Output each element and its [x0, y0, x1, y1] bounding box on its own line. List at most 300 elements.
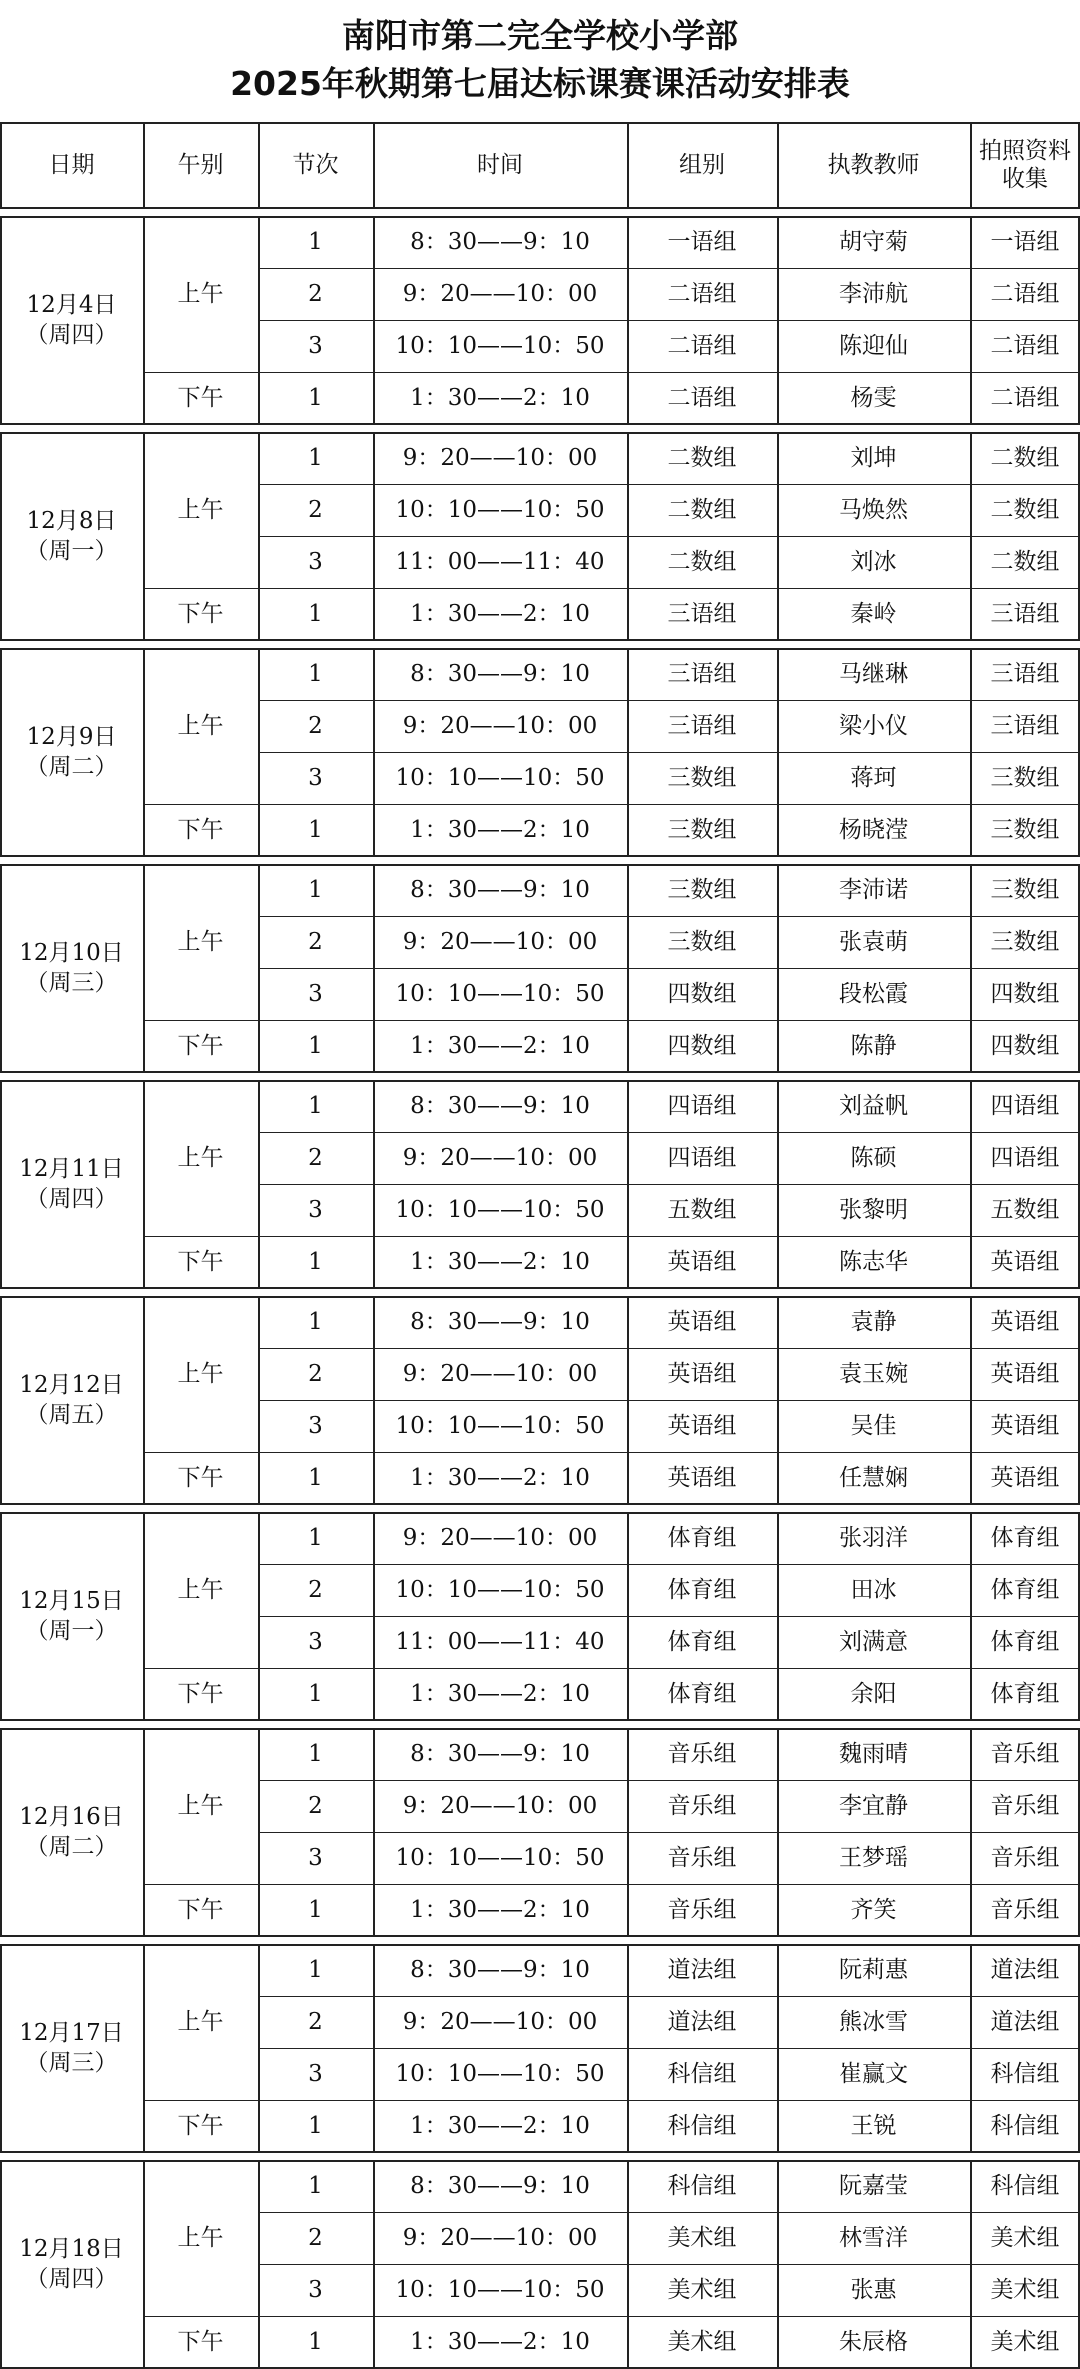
col-border [777, 432, 779, 640]
col-border [627, 1512, 629, 1720]
halfday-border [143, 372, 258, 373]
half-day-am: 上午 [177, 929, 224, 955]
time-cell: 10：10——10：50 [395, 1845, 605, 1871]
collect-cell: 美术组 [990, 2329, 1060, 2355]
period-cell: 1 [308, 2113, 323, 2139]
block-bottom-border [0, 855, 1080, 857]
period-cell: 1 [308, 1897, 323, 1923]
day-block [0, 2160, 1080, 2368]
period-cell: 3 [308, 1845, 323, 1871]
block-top-border [0, 1296, 1080, 1298]
period-cell: 2 [308, 1361, 323, 1387]
weekday-text: （周一） [25, 1618, 118, 1644]
group-cell: 英语组 [667, 1413, 737, 1439]
period-cell: 1 [308, 2329, 323, 2355]
teacher-cell: 任慧娴 [839, 1465, 908, 1491]
collect-cell: 三语组 [990, 661, 1060, 687]
row-border [258, 2316, 1080, 2317]
period-cell: 3 [308, 2277, 323, 2303]
group-cell: 一语组 [667, 229, 737, 255]
row-border [258, 1184, 1080, 1185]
date-text: 12月10日 [19, 940, 124, 966]
half-day-pm: 下午 [177, 1897, 224, 1923]
weekday-text: （周二） [25, 754, 118, 780]
teacher-cell: 陈静 [850, 1033, 897, 1059]
period-cell: 3 [308, 1413, 323, 1439]
teacher-cell: 蒋珂 [850, 765, 897, 791]
day-block [0, 432, 1080, 640]
teacher-cell: 张黎明 [839, 1197, 908, 1223]
col-border [627, 648, 629, 856]
period-cell: 2 [308, 1577, 323, 1603]
collect-cell: 四数组 [990, 981, 1060, 1007]
teacher-cell: 杨雯 [850, 385, 897, 411]
teacher-cell: 李沛诺 [839, 877, 908, 903]
col-border [627, 1728, 629, 1936]
time-cell: 9：20——10：00 [402, 1525, 598, 1551]
col-border [777, 1080, 779, 1288]
period-cell: 1 [308, 1033, 323, 1059]
date-cell [0, 2160, 143, 2368]
col-border [970, 1296, 972, 1504]
col-border [258, 432, 260, 640]
col-border [373, 1944, 375, 2152]
col-border [970, 648, 972, 856]
time-cell: 10：10——10：50 [395, 497, 605, 523]
title-school-name: 南阳市第二完全学校小学部 [342, 16, 738, 55]
collect-cell: 三语组 [990, 713, 1060, 739]
time-cell: 1：30——2：10 [410, 1465, 590, 1491]
group-cell: 三语组 [667, 601, 737, 627]
col-border [0, 1944, 2, 2152]
group-cell: 道法组 [667, 2009, 737, 2035]
time-cell: 1：30——2：10 [410, 385, 590, 411]
period-cell: 2 [308, 713, 323, 739]
teacher-cell: 林雪洋 [839, 2225, 908, 2251]
group-cell: 英语组 [667, 1465, 737, 1491]
collect-cell: 一语组 [990, 229, 1060, 255]
period-cell: 2 [308, 929, 323, 955]
period-cell: 3 [308, 2061, 323, 2087]
group-cell: 四语组 [667, 1145, 737, 1171]
weekday-text: （周二） [25, 1834, 118, 1860]
date-cell [0, 1728, 143, 1936]
time-cell: 8：30——9：10 [410, 1093, 590, 1119]
time-cell: 8：30——9：10 [410, 1957, 590, 1983]
col-border [258, 1728, 260, 1936]
col-border [0, 2160, 2, 2368]
row-border [258, 1616, 1080, 1617]
period-cell: 1 [308, 661, 323, 687]
period-cell: 1 [308, 817, 323, 843]
collect-cell: 四语组 [990, 1145, 1060, 1171]
group-cell: 三数组 [667, 817, 737, 843]
col-border [143, 1944, 145, 2152]
collect-cell: 英语组 [990, 1465, 1060, 1491]
teacher-cell: 朱辰格 [839, 2329, 908, 2355]
col-border [373, 432, 375, 640]
col-border [258, 216, 260, 424]
time-cell: 9：20——10：00 [402, 2009, 598, 2035]
date-cell [0, 1296, 143, 1504]
teacher-cell: 崔赢文 [839, 2061, 908, 2087]
time-cell: 9：20——10：00 [402, 1145, 598, 1171]
period-cell: 1 [308, 1249, 323, 1275]
period-cell: 1 [308, 1741, 323, 1767]
halfday-border [143, 1236, 258, 1237]
col-border [627, 1080, 629, 1288]
group-cell: 三数组 [667, 929, 737, 955]
teacher-cell: 王锐 [850, 2113, 897, 2139]
row-border [258, 1668, 1080, 1669]
teacher-cell: 李沛航 [839, 281, 908, 307]
header-teacher: 执教教师 [827, 152, 920, 178]
col-border [970, 1512, 972, 1720]
teacher-cell: 齐笑 [850, 1897, 897, 1923]
row-border [258, 1564, 1080, 1565]
row-border [258, 268, 1080, 269]
row-border [258, 2100, 1080, 2101]
header-bottom-border [0, 207, 1080, 209]
day-block [0, 1512, 1080, 1720]
period-cell: 1 [308, 601, 323, 627]
date-cell [0, 216, 143, 424]
period-cell: 3 [308, 981, 323, 1007]
block-bottom-border [0, 1935, 1080, 1937]
col-border [258, 1296, 260, 1504]
period-cell: 2 [308, 1793, 323, 1819]
col-border [970, 1944, 972, 2152]
col-border [143, 1728, 145, 1936]
day-block [0, 1728, 1080, 1936]
collect-cell: 二语组 [990, 333, 1060, 359]
col-border [373, 864, 375, 1072]
half-day-pm: 下午 [177, 2329, 224, 2355]
col-border [373, 1512, 375, 1720]
header-col-border [970, 122, 972, 208]
collect-cell: 二语组 [990, 385, 1060, 411]
collect-cell: 四数组 [990, 1033, 1060, 1059]
group-cell: 三语组 [667, 713, 737, 739]
col-border [373, 2160, 375, 2368]
time-cell: 11：00——11：40 [395, 549, 605, 575]
day-block [0, 216, 1080, 424]
group-cell: 二语组 [667, 385, 737, 411]
date-text: 12月4日 [26, 292, 117, 318]
group-cell: 英语组 [667, 1249, 737, 1275]
time-cell: 10：10——10：50 [395, 765, 605, 791]
header-time: 时间 [477, 152, 523, 178]
teacher-cell: 余阳 [850, 1681, 897, 1707]
block-top-border [0, 1944, 1080, 1946]
period-cell: 2 [308, 2009, 323, 2035]
col-border [143, 864, 145, 1072]
block-top-border [0, 1080, 1080, 1082]
half-day-pm: 下午 [177, 1249, 224, 1275]
day-block [0, 864, 1080, 1072]
row-border [258, 1132, 1080, 1133]
time-cell: 1：30——2：10 [410, 1033, 590, 1059]
time-cell: 9：20——10：00 [402, 445, 598, 471]
group-cell: 二数组 [667, 445, 737, 471]
collect-cell: 二数组 [990, 497, 1060, 523]
collect-cell: 体育组 [990, 1681, 1060, 1707]
halfday-border [143, 1452, 258, 1453]
row-border [258, 916, 1080, 917]
half-day-pm: 下午 [177, 1465, 224, 1491]
date-cell [0, 864, 143, 1072]
row-border [258, 700, 1080, 701]
row-border [258, 2048, 1080, 2049]
header-col-border [143, 122, 145, 208]
time-cell: 8：30——9：10 [410, 1741, 590, 1767]
period-cell: 1 [308, 1309, 323, 1335]
time-cell: 1：30——2：10 [410, 817, 590, 843]
block-top-border [0, 432, 1080, 434]
row-border [258, 2212, 1080, 2213]
col-border [258, 1944, 260, 2152]
col-border [0, 1080, 2, 1288]
row-border [258, 1400, 1080, 1401]
half-day-pm: 下午 [177, 817, 224, 843]
col-border [777, 2160, 779, 2368]
collect-cell: 三语组 [990, 601, 1060, 627]
header-photo-collect: 拍照资料收集 [979, 138, 1071, 192]
time-cell: 9：20——10：00 [402, 1793, 598, 1819]
row-border [258, 372, 1080, 373]
block-top-border [0, 864, 1080, 866]
row-border [258, 1884, 1080, 1885]
collect-cell: 二数组 [990, 549, 1060, 575]
date-cell [0, 648, 143, 856]
group-cell: 英语组 [667, 1309, 737, 1335]
col-border [970, 864, 972, 1072]
collect-cell: 二数组 [990, 445, 1060, 471]
collect-cell: 体育组 [990, 1629, 1060, 1655]
date-text: 12月9日 [26, 724, 117, 750]
teacher-cell: 袁玉婉 [839, 1361, 908, 1387]
collect-cell: 英语组 [990, 1361, 1060, 1387]
group-cell: 英语组 [667, 1361, 737, 1387]
halfday-border [143, 1668, 258, 1669]
collect-cell: 英语组 [990, 1249, 1060, 1275]
row-border [258, 1452, 1080, 1453]
teacher-cell: 田冰 [850, 1577, 897, 1603]
header-col-border [258, 122, 260, 208]
row-border [258, 320, 1080, 321]
teacher-cell: 王梦瑶 [839, 1845, 908, 1871]
weekday-text: （周一） [25, 538, 118, 564]
period-cell: 1 [308, 1093, 323, 1119]
collect-cell: 科信组 [990, 2061, 1060, 2087]
col-border [777, 648, 779, 856]
group-cell: 音乐组 [667, 1845, 737, 1871]
col-border [777, 864, 779, 1072]
half-day-pm: 下午 [177, 601, 224, 627]
collect-cell: 三数组 [990, 817, 1060, 843]
col-border [373, 216, 375, 424]
time-cell: 9：20——10：00 [402, 929, 598, 955]
col-border [143, 648, 145, 856]
time-cell: 8：30——9：10 [410, 877, 590, 903]
col-border [627, 1944, 629, 2152]
col-border [143, 432, 145, 640]
time-cell: 1：30——2：10 [410, 601, 590, 627]
col-border [970, 432, 972, 640]
row-border [258, 752, 1080, 753]
collect-cell: 英语组 [990, 1413, 1060, 1439]
col-border [777, 216, 779, 424]
group-cell: 三数组 [667, 765, 737, 791]
col-border [0, 864, 2, 1072]
period-cell: 3 [308, 765, 323, 791]
row-border [258, 1348, 1080, 1349]
collect-cell: 体育组 [990, 1577, 1060, 1603]
weekday-text: （周四） [25, 2266, 118, 2292]
time-cell: 10：10——10：50 [395, 981, 605, 1007]
col-border [258, 2160, 260, 2368]
teacher-cell: 熊冰雪 [839, 2009, 908, 2035]
group-cell: 科信组 [667, 2061, 737, 2087]
period-cell: 1 [308, 877, 323, 903]
halfday-border [143, 2100, 258, 2101]
group-cell: 三语组 [667, 661, 737, 687]
col-border [143, 1080, 145, 1288]
halfday-border [143, 1884, 258, 1885]
half-day-pm: 下午 [177, 2113, 224, 2139]
teacher-cell: 袁静 [850, 1309, 897, 1335]
time-cell: 8：30——9：10 [410, 661, 590, 687]
collect-cell: 英语组 [990, 1309, 1060, 1335]
collect-cell: 三数组 [990, 929, 1060, 955]
teacher-cell: 胡守菊 [839, 229, 908, 255]
period-cell: 1 [308, 445, 323, 471]
period-cell: 2 [308, 2225, 323, 2251]
col-border [627, 216, 629, 424]
header-col-border [0, 122, 2, 208]
teacher-cell: 张惠 [850, 2277, 897, 2303]
period-cell: 3 [308, 549, 323, 575]
weekday-text: （周三） [25, 2050, 118, 2076]
collect-cell: 三数组 [990, 877, 1060, 903]
group-cell: 五数组 [667, 1197, 737, 1223]
teacher-cell: 刘益帆 [839, 1093, 908, 1119]
block-bottom-border [0, 1719, 1080, 1721]
group-cell: 体育组 [667, 1629, 737, 1655]
day-block [0, 1080, 1080, 1288]
teacher-cell: 阮莉惠 [839, 1957, 908, 1983]
collect-cell: 五数组 [990, 1197, 1060, 1223]
block-top-border [0, 1512, 1080, 1514]
header-col-border [777, 122, 779, 208]
block-top-border [0, 216, 1080, 218]
collect-cell: 道法组 [990, 1957, 1060, 1983]
date-text: 12月16日 [19, 1804, 124, 1830]
group-cell: 音乐组 [667, 1741, 737, 1767]
period-cell: 2 [308, 497, 323, 523]
time-cell: 10：10——10：50 [395, 2277, 605, 2303]
date-cell [0, 1944, 143, 2152]
block-top-border [0, 648, 1080, 650]
half-day-am: 上午 [177, 713, 224, 739]
col-border [0, 1512, 2, 1720]
half-day-am: 上午 [177, 1793, 224, 1819]
col-border [0, 432, 2, 640]
group-cell: 四数组 [667, 981, 737, 1007]
group-cell: 四语组 [667, 1093, 737, 1119]
collect-cell: 四语组 [990, 1093, 1060, 1119]
half-day-am: 上午 [177, 1577, 224, 1603]
collect-cell: 音乐组 [990, 1845, 1060, 1871]
header-date: 日期 [48, 152, 95, 178]
period-cell: 3 [308, 1197, 323, 1223]
row-border [258, 968, 1080, 969]
weekday-text: （周四） [25, 1186, 118, 1212]
col-border [258, 864, 260, 1072]
date-cell [0, 1080, 143, 1288]
time-cell: 9：20——10：00 [402, 2225, 598, 2251]
col-border [258, 648, 260, 856]
group-cell: 美术组 [667, 2329, 737, 2355]
col-border [373, 648, 375, 856]
col-border [143, 1296, 145, 1504]
time-cell: 8：30——9：10 [410, 229, 590, 255]
teacher-cell: 陈志华 [839, 1249, 908, 1275]
collect-cell: 美术组 [990, 2225, 1060, 2251]
period-cell: 1 [308, 1465, 323, 1491]
time-cell: 1：30——2：10 [410, 2113, 590, 2139]
col-border [143, 1512, 145, 1720]
col-border [627, 864, 629, 1072]
block-bottom-border [0, 1071, 1080, 1073]
date-cell [0, 432, 143, 640]
teacher-cell: 刘坤 [850, 445, 897, 471]
row-border [258, 588, 1080, 589]
time-cell: 10：10——10：50 [395, 1197, 605, 1223]
half-day-am: 上午 [177, 497, 224, 523]
title-schedule-name: 2025年秋期第七届达标课赛课活动安排表 [230, 64, 850, 103]
date-text: 12月18日 [19, 2236, 124, 2262]
header-half-day: 午别 [177, 152, 224, 178]
row-border [258, 1996, 1080, 1997]
col-border [0, 1296, 2, 1504]
time-cell: 8：30——9：10 [410, 2173, 590, 2199]
collect-cell: 科信组 [990, 2173, 1060, 2199]
collect-cell: 美术组 [990, 2277, 1060, 2303]
teacher-cell: 吴佳 [850, 1413, 897, 1439]
collect-cell: 音乐组 [990, 1793, 1060, 1819]
time-cell: 8：30——9：10 [410, 1309, 590, 1335]
time-cell: 1：30——2：10 [410, 2329, 590, 2355]
group-cell: 科信组 [667, 2113, 737, 2139]
group-cell: 音乐组 [667, 1897, 737, 1923]
collect-cell: 三数组 [990, 765, 1060, 791]
teacher-cell: 张袁萌 [839, 929, 908, 955]
day-block [0, 1944, 1080, 2152]
col-border [777, 1512, 779, 1720]
col-border [258, 1512, 260, 1720]
half-day-am: 上午 [177, 281, 224, 307]
teacher-cell: 马继琳 [839, 661, 908, 687]
time-cell: 1：30——2：10 [410, 1897, 590, 1923]
group-cell: 体育组 [667, 1577, 737, 1603]
group-cell: 科信组 [667, 2173, 737, 2199]
teacher-cell: 段松霞 [839, 981, 908, 1007]
weekday-text: （周五） [25, 1402, 118, 1428]
row-border [258, 1832, 1080, 1833]
teacher-cell: 魏雨晴 [839, 1741, 908, 1767]
group-cell: 道法组 [667, 1957, 737, 1983]
